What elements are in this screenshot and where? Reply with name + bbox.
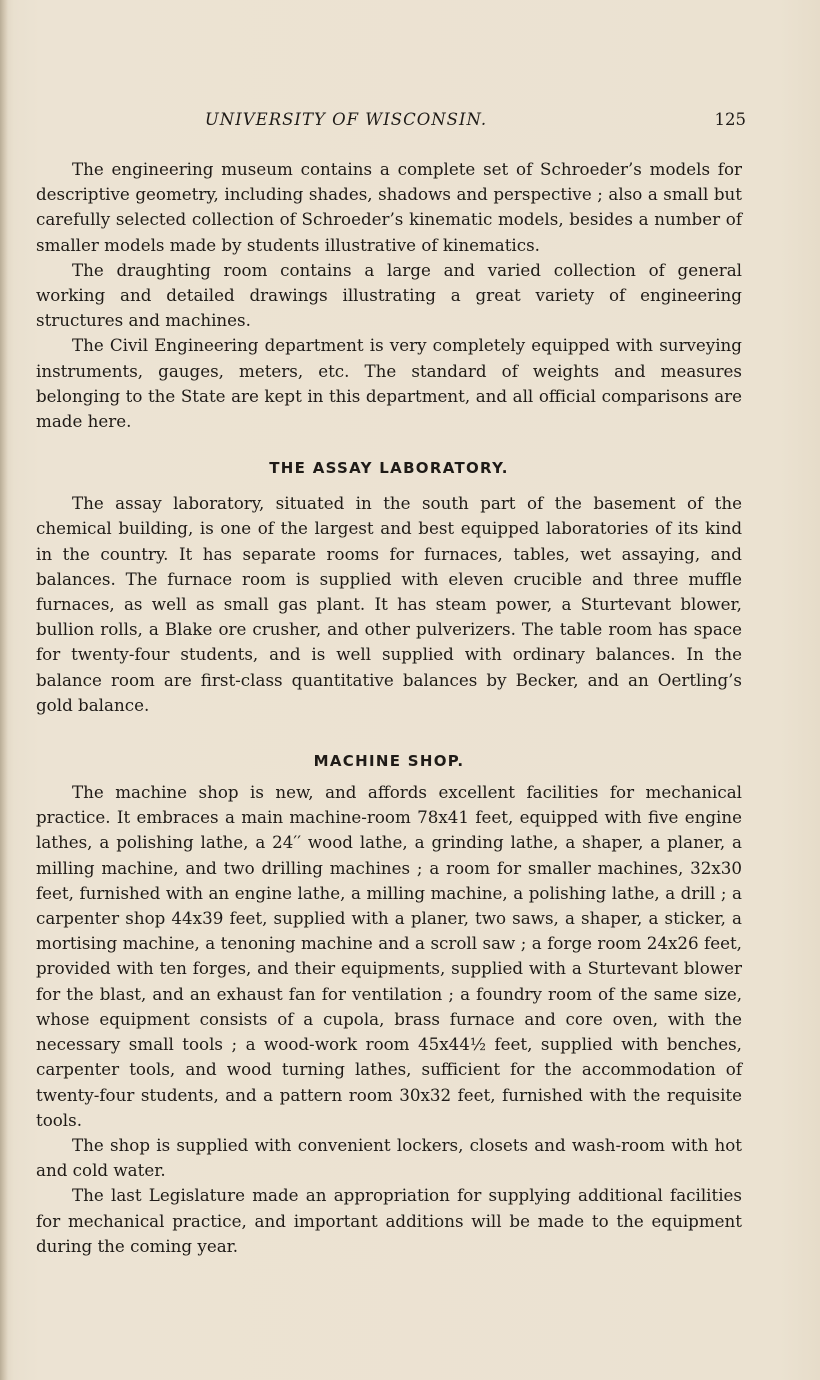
paragraph-engineering-museum: The engineering museum contains a complete set of Schroeder’s models for descriptive geometry, including shades, shadows and perspective ; also a small but carefully selected collection of Schroeder’s kinematic models, besides a number of smaller models made by students illustrative of kinematics.: [36, 159, 742, 255]
running-head: [36, 110, 746, 134]
paragraph-civil-engineering: The Civil Engineering department is very completely equipped with surveying instruments, gauges, meters, etc. The standard of weights and measures belonging to the State are kept in this department, and all official comparisons are made here.: [36, 335, 742, 432]
page-body: [36, 157, 742, 1259]
section-heading-assay-laboratory: THE ASSAY LABORATORY.: [269, 459, 509, 478]
section-heading-machine-shop: MACHINE SHOP.: [313, 752, 465, 771]
paragraph-legislature: The last Legislature made an appropriation for supplying additional facilities for mechanical practice, and important additions will be made to the equipment during the coming year.: [36, 1185, 742, 1256]
page-number: 125: [714, 110, 746, 129]
paragraph-machine-shop: The machine shop is new, and affords excellent facilities for mechanical practice. It embraces a main machine-room 78x41 feet, equipped with five engine lathes, a polishing lathe, a 24′′ wood lathe, a grinding lathe, a shaper, a planer, a milling machine, and two drilling machines ; a room for smaller machines, 32x30 feet, furnished with an engine lathe, a milling machine, a polishing lathe, a drill ; a carpenter shop 44x39 feet, supplied with a planer, two saws, a shaper, a sticker, a mortising machine, a tenoning machine and a scroll saw ; a forge room 24x26 feet, provided with ten forges, and their equipments, supplied with a Sturtevant blower for the blast, and an exhaust fan for ventilation ; a foundry room of the same size, whose equipment consists of a cupola, brass furnace and core oven, with the necessary small tools ; a wood-work room 45x44½ feet, supplied with benches, carpenter tools, and wood turning lathes, sufficient for the accommodation of twenty-four students, and a pattern room 30x32 feet, furnished with the requisite tools.: [36, 782, 742, 1130]
paragraph-draughting-room: The draughting room contains a large and varied collection of general working and detailed drawings illustrating a great variety of engineering structures and machines.: [36, 259, 742, 331]
paragraph-shop-lockers: The shop is supplied with convenient lockers, closets and wash-room with hot and cold water.: [36, 1134, 742, 1181]
binding-gutter: [0, 0, 8, 1380]
running-title: UNIVERSITY OF WISCONSIN.: [204, 110, 488, 129]
paragraph-assay-laboratory: The assay laboratory, situated in the south part of the basement of the chemical building, is one of the largest and best equipped laboratories of its kind in the country. It has separate rooms for furnaces, tables, wet assaying, and balances. The furnace room is supplied with eleven crucible and three muffle furnaces, as well as small gas plant. It has steam power, a Sturtevant blower, bullion rolls, a Blake ore crusher, and other pulverizers. The table room has space for twenty-four students, and is well supplied with ordinary balances. In the balance room are first-class quantitative balances by Becker, and an Oertling’s gold balance.: [36, 493, 742, 715]
